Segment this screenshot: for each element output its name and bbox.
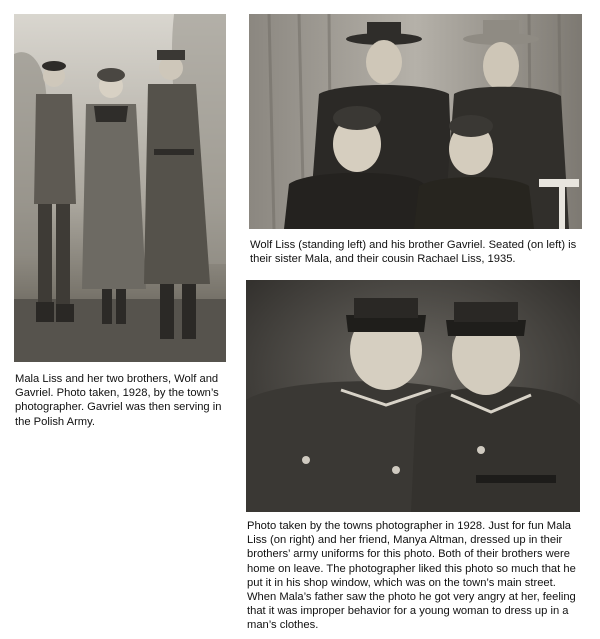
photo-uniforms-1928 (246, 280, 580, 512)
caption-family-1935: Wolf Liss (standing left) and his brother Gavriel. Seated (on left) is their sister Mala, and their cousin Rachael Liss, 1935. (250, 239, 577, 266)
photo-family-1935 (249, 14, 582, 229)
photo-siblings-1928-image (14, 14, 226, 362)
caption-uniforms-1928: Photo taken by the towns photographer in 1928. Just for fun Mala Liss (on right) and her friend, Manya Altman, dressed up in their brothers’ army uniforms for this photo. Both of their brothers were home on leave. The photographer liked this photo so much that he put it in his shop window, which was on the town’s main street. When Mala’s father saw the photo he got very angry at her, feeling that it was improper behavior for a young woman to dress up in a man’s clothes. (247, 520, 576, 632)
photo-uniforms-1928-image (246, 280, 580, 512)
caption-siblings-1928: Mala Liss and her two brothers, Wolf and Gavriel. Photo taken, 1928, by the town’s photographer. Gavriel was then serving in the Polish Army. (15, 373, 222, 428)
photo-siblings-1928 (14, 14, 226, 362)
photo-family-1935-image (249, 14, 582, 229)
